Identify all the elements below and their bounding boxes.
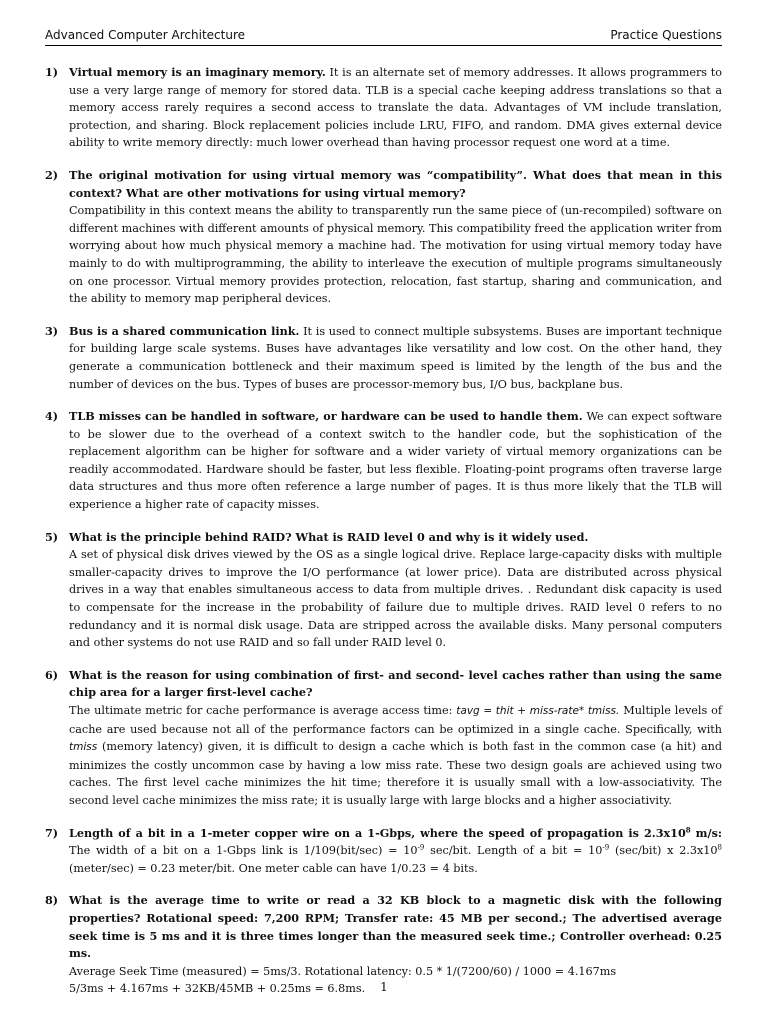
answer-segment: The ultimate metric for cache performance is average access time: — [69, 704, 457, 717]
answer-segment: Multiple levels of cache are used because not all of the performance factors can be optimized in a single cache. Specifically, with — [69, 704, 722, 736]
question-item — [45, 825, 722, 878]
question-item — [45, 667, 722, 810]
question-body — [69, 667, 722, 810]
question-number: 1) — [45, 65, 59, 79]
question-body — [69, 408, 722, 514]
header-course-title: Advanced Computer Architecture — [45, 28, 246, 42]
answer-segment: (sec/bit) x 2.3x10 — [609, 844, 718, 858]
question-text: Virtual memory is an imaginary memory. — [69, 65, 326, 79]
question-body — [69, 167, 722, 308]
answer-segment: (memory latency) given, it is difficult to design a cache which is both fast in the common case (a hit) and minimizes the costly uncommon case by having a low miss rate. These two design goals are achieved using two caches. The first level cache minimizes the hit time; therefore it is usually small with a low-associativity. The second level cache minimizes the miss rate; it is usually large with large blocks and a higher associativity. — [69, 740, 722, 807]
superscript: -9 — [417, 843, 425, 852]
page-number: 1 — [380, 980, 388, 994]
superscript: 8 — [717, 843, 722, 852]
question-item — [45, 167, 722, 308]
question-number: 2) — [45, 167, 59, 182]
question-text: Bus is a shared communication link. — [69, 323, 300, 338]
question-number: 8) — [45, 893, 59, 908]
question-text — [69, 826, 722, 840]
question-number: 6) — [45, 667, 59, 682]
superscript: -9 — [602, 843, 610, 852]
question-text: The original motivation for using virtual memory was “compatibility”. What does that mean in this context? What are other motivations for using virtual memory? — [69, 167, 722, 200]
question-text: What is the reason for using combination of first- and second- level caches rather than using the same chip area for a larger first-level cache? — [69, 667, 722, 700]
formula-text: tavg = thit + miss-rate* tmiss. — [456, 705, 620, 717]
formula-text: tmiss — [69, 741, 98, 754]
question-body — [69, 529, 722, 652]
question-segment: m/s: — [690, 825, 722, 840]
answer-line: Average Seek Time (measured) = 5ms/3. Rotational latency: 0.5 * 1/(7200/60) / 1000 = 4.167ms — [69, 964, 617, 978]
question-item — [45, 323, 722, 393]
question-number: 3) — [45, 323, 59, 338]
superscript: 8 — [685, 824, 691, 834]
answer-text — [69, 702, 722, 810]
question-item — [45, 408, 722, 514]
header-doc-type: Practice Questions — [610, 28, 722, 42]
question-number: 4) — [45, 409, 59, 424]
answer-text — [69, 844, 722, 875]
question-text: What is the principle behind RAID? What is RAID level 0 and why is it widely used. — [69, 529, 589, 544]
question-segment: Length of a bit in a 1-meter copper wire on a 1-Gbps, where the speed of propagation is 2.3x10 — [69, 825, 686, 840]
page-header — [45, 28, 722, 46]
question-item — [45, 529, 722, 652]
questions-list — [45, 64, 722, 1013]
answer-segment: (meter/sec) = 0.23 meter/bit. One meter cable can have 1/0.23 = 4 bits. — [69, 861, 478, 875]
question-number: 7) — [45, 825, 59, 840]
answer-segment: sec/bit. Length of a bit = 10 — [424, 844, 603, 858]
question-number: 5) — [45, 529, 59, 544]
question-text: TLB misses can be handled in software, or hardware can be used to handle them. — [69, 409, 583, 424]
answer-segment: The width of a bit on a 1-Gbps link is 1/109(bit/sec) = 10 — [69, 844, 418, 858]
answer-text: Compatibility in this context means the ability to transparently run the same piece of (un-recompiled) software on different machines with different amounts of physical memory. This compatibility freed the application writer from worrying about how much physical memory a machine had. The motivation for using virtual memory today have mainly to do with multiprogramming, the ability to interleave the execution of multiple programs simultaneously on one processor. Virtual memory provides protection, relocation, fast startup, sharing and communication, and the ability to memory map peripheral devices. — [69, 204, 722, 306]
question-text: What is the average time to write or read a 32 KB block to a magnetic disk with the following properties? Rotational speed: 7,200 RPM; Transfer rate: 45 MB per second.; The advertised average seek time is 5 ms and it is three times longer than the measured seek time.; Controller overhead: 0.25 ms. — [69, 893, 722, 961]
answer-text: We can expect software to be slower due to the overhead of a context switch to the handler code, but the sophistication of the replacement algorithm can be higher for software and a wider variety of virtual memory organizations can be readily accommodated. Hardware should be faster, but less flexible. Floating-point programs often traverse large data structures and thus more often reference a large number of pages. It is thus more likely that the TLB will experience a higher rate of capacity misses. — [69, 410, 722, 512]
answer-text: It is an alternate set of memory addresses. It allows programmers to use a very large range of memory for stored data. TLB is a special cache keeping address translations so that a memory access rarely requires a second access to translate the data. Advantages of VM include translation, protection, and sharing. Block replacement policies include LRU, FIFO, and random. DMA gives external device ability to write memory directly: much lower overhead than having processor request one word at a time. — [69, 66, 723, 150]
question-body — [69, 323, 722, 393]
question-item — [45, 64, 722, 152]
answer-line: 5/3ms + 4.167ms + 32KB/45MB + 0.25ms = 6.8ms. — [69, 982, 366, 996]
answer-text: It is used to connect multiple subsystems. Buses are important technique for building large scale systems. Buses have advantages like versatility and low cost. On the other hand, they generate a communication bottleneck and their maximum speed is limited by the length of the bus and the number of devices on the bus. Types of buses are processor-memory bus, I/O bus, backplane bus. — [69, 324, 722, 391]
question-body — [69, 825, 722, 878]
answer-text: A set of physical disk drives viewed by the OS as a single logical drive. Replace large-capacity disks with multiple smaller-capacity drives to improve the I/O performance (at lower price). Data are distributed across physical drives in a way that enables simultaneous access to data from multiple drives. . Redundant disk capacity is used to compensate for the increase in the probability of failure due to multiple drives. RAID level 0 refers to no redundancy and it is normal disk usage. Data are stripped across the available disks. Many personal computers and other systems do not use RAID and so fall under RAID level 0. — [69, 548, 722, 650]
question-body — [69, 64, 722, 152]
